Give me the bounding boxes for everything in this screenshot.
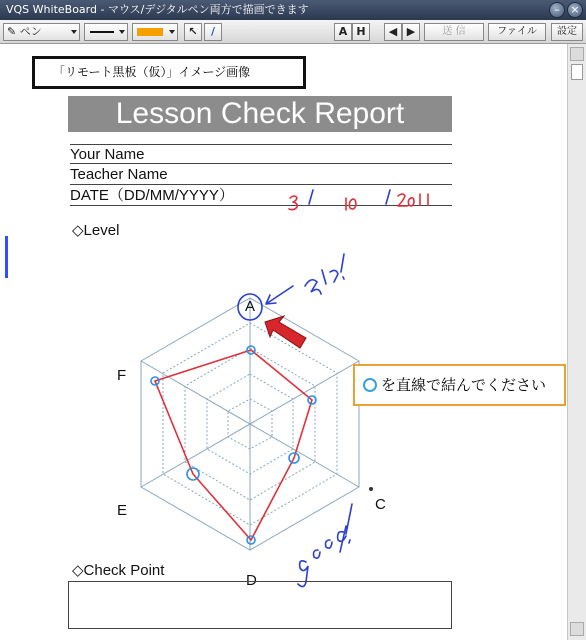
ink-year [398,194,428,206]
check-point-heading [72,561,164,579]
axis-label-c: C [375,496,386,513]
font-a-button[interactable] [334,23,352,41]
report-title-banner [68,96,452,132]
axis-label-a: A [245,298,256,315]
font-h-label: H [356,25,366,38]
report-title: Lesson Check Report [115,97,405,130]
blue-circle-icon [363,378,377,392]
image-label-text: 「リモート黒板（仮）」イメージ画像 [53,65,251,79]
instruction-note [353,364,566,406]
axis-label-d: D [246,572,257,589]
triangle-left-icon: ◀ [388,25,398,38]
ink-dot [369,487,373,491]
teacher-name-field [70,165,452,185]
margin-marker [5,236,8,278]
axis-label-e: E [117,502,128,519]
settings-button[interactable] [551,23,583,41]
vertical-scrollbar[interactable] [567,44,586,640]
font-h-button[interactable] [352,23,370,41]
pencil-icon: ✎ [7,25,17,38]
scroll-down-icon[interactable] [570,622,584,636]
send-button[interactable] [424,23,484,41]
chevron-down-icon [169,30,175,34]
settings-label: 設定 [557,26,577,37]
next-page-button[interactable] [402,23,420,41]
ink-day [289,196,297,210]
your-name-label: Your Name [70,146,145,163]
level-profile-line [155,350,312,540]
instruction-note-text: を直線で結んでください [381,376,547,394]
file-button[interactable] [488,23,546,41]
scroll-thumb[interactable] [571,64,583,80]
pen-tool-select[interactable] [3,23,80,41]
check-point-box [68,581,452,629]
color-swatch-icon [137,28,163,36]
toolbar [0,20,586,44]
prev-page-button[interactable] [384,23,402,41]
select-tool-button[interactable] [184,23,202,41]
whiteboard-canvas[interactable] [0,44,567,640]
axis-label-f: F [117,367,127,384]
pen-tool-label: ペン [19,25,42,38]
handwritten-date [280,184,460,214]
file-label: ファイル [497,26,537,37]
minimize-icon[interactable]: – [549,2,565,18]
chevron-down-icon [71,30,77,34]
ink-month [346,198,356,210]
slash-pen-icon: / [210,25,216,38]
draw-tool-button[interactable] [204,23,222,41]
ink-good-scribble [298,504,352,587]
ink-important-scribble [305,254,344,294]
teacher-name-label: Teacher Name [70,166,168,183]
send-label: 送 信 [442,26,466,37]
color-select[interactable] [132,23,178,41]
date-label: DATE（DD/MM/YYYY） [70,187,234,204]
chevron-down-icon [119,30,125,34]
ink-slash-2 [386,190,390,204]
scroll-up-icon[interactable] [570,47,584,61]
level-heading-text: ◇Level [72,222,120,239]
font-a-label: A [338,25,348,38]
ink-arrow [266,286,293,304]
image-label-box [32,56,306,89]
line-width-select[interactable] [84,23,128,41]
window-title-bar [0,0,586,20]
your-name-field [70,144,452,164]
triangle-right-icon: ▶ [406,25,416,38]
window-title: VQS WhiteBoard - マウス/デジタルペン両方で描画できます [6,3,309,16]
close-icon[interactable]: × [567,2,583,18]
arrow-cursor-icon: ↖ [188,25,198,38]
line-width-preview-icon [90,31,114,33]
check-point-heading-text: ◇Check Point [72,562,165,579]
ink-slash-1 [309,190,313,204]
